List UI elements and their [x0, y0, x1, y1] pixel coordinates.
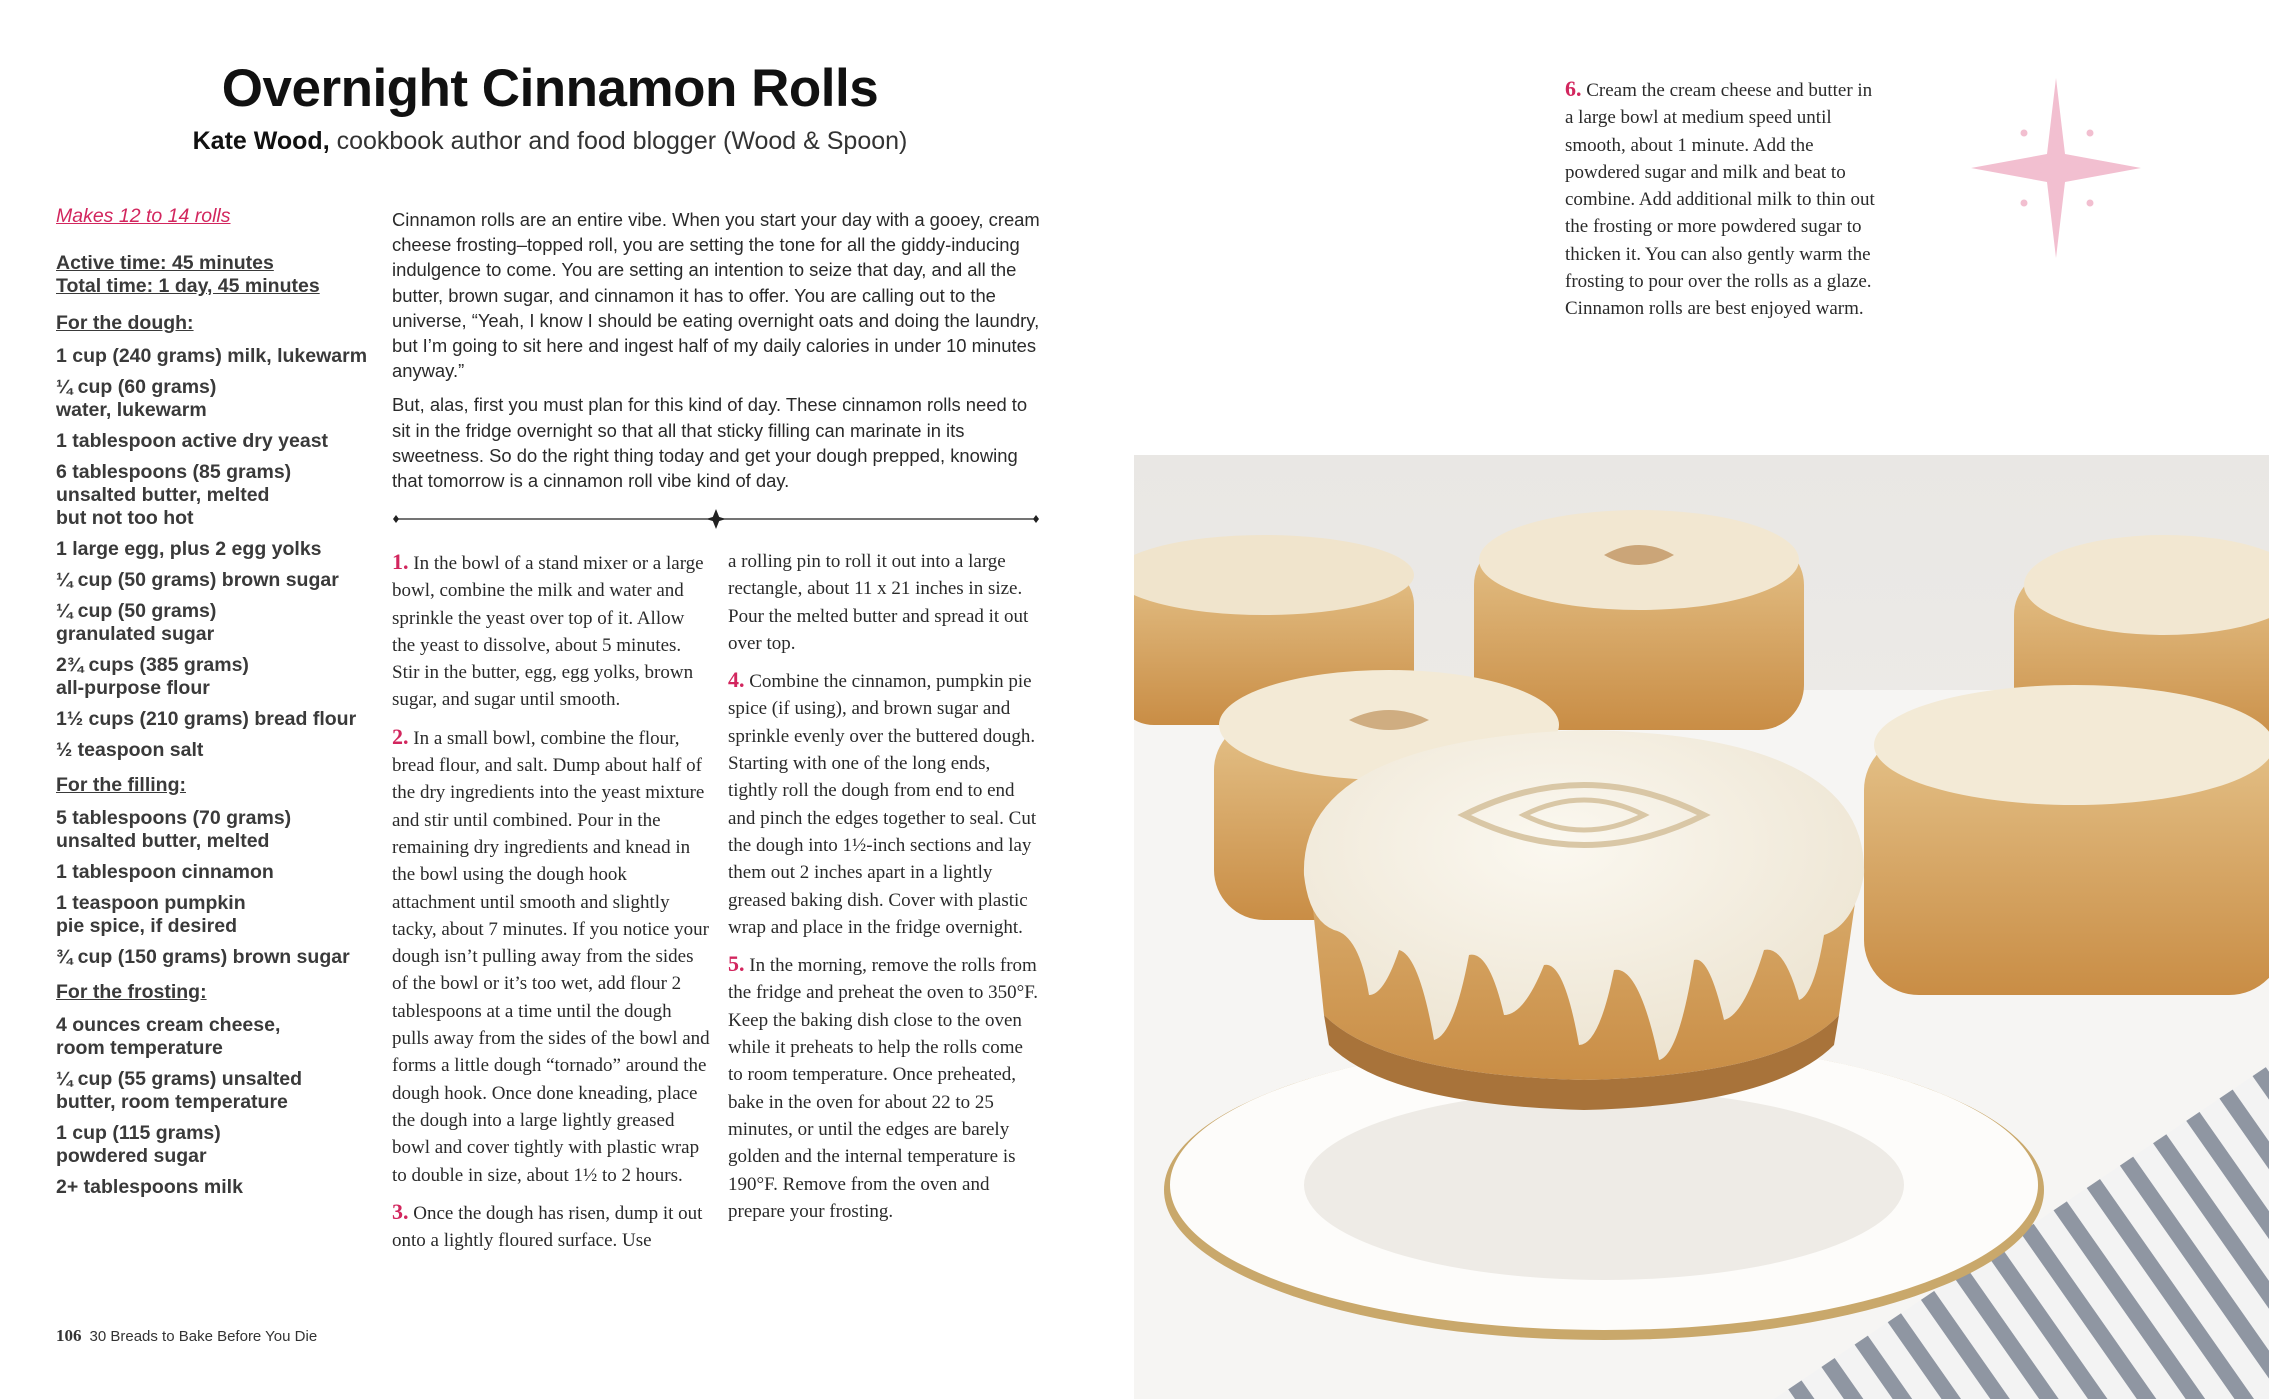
ingredient-item: 1 teaspoon pumpkin pie spice, if desired: [56, 892, 246, 937]
step-text: In the bowl of a stand mixer or a large bowl, combine the milk and water and sprinkle the yeast over top of it. Allow the yeast to dissolve, about 5 minutes. Stir in the butter, egg, egg yolks, brown sugar, and sugar until smooth.: [392, 553, 704, 711]
ingredient-item: 1 cup (240 grams) milk, lukewarm: [56, 345, 368, 367]
book-title: 30 Breads to Bake Before You Die: [89, 1328, 318, 1345]
ingredient-item: 1 large egg, plus 2 egg yolks: [56, 538, 322, 560]
recipe-intro: [392, 207, 1040, 502]
step-continuation: [728, 548, 1040, 657]
ingredient-item: ¼ cup (50 grams) granulated sugar: [56, 600, 217, 645]
frosting-heading: For the frosting:: [56, 981, 207, 1003]
ingredient-item: 2+ tablespoons milk: [56, 1176, 243, 1198]
filling-heading: For the filling:: [56, 774, 186, 796]
ingredient-item: ¾ cup (150 grams) brown sugar: [56, 946, 350, 968]
ingredient-item: ½ teaspoon salt: [56, 739, 204, 761]
step-number: 5.: [728, 951, 745, 977]
sparkle-star-icon: [1966, 78, 2146, 258]
step-text: Cream the cream cheese and butter in a large bowl at medium speed until smooth, about 1 minute. Add the powdered sugar and milk and beat to combine. Add additional milk to thin out the frosting or more powdered sugar to thicken it. You can also gently warm the frosting to pour over the rolls as a glaze. Cinnamon rolls are best enjoyed warm.: [1565, 80, 1875, 320]
ingredient-item: 1 cup (115 grams) powdered sugar: [56, 1122, 221, 1167]
step-number: 1.: [392, 549, 409, 574]
author-name: Kate Wood,: [192, 127, 330, 155]
step-item: [392, 548, 710, 714]
step-number: 2.: [392, 723, 409, 749]
page-number: 106: [56, 1326, 82, 1345]
ingredient-item: 1 tablespoon cinnamon: [56, 861, 274, 883]
ingredient-item: ¼ cup (55 grams) unsalted butter, room temperature: [56, 1068, 302, 1113]
active-time: Active time: 45 minutes: [56, 252, 274, 274]
yield-note: Makes 12 to 14 rolls: [56, 205, 231, 227]
step-text: In the morning, remove the rolls from the fridge and preheat the oven to 350°F. Keep the baking dish close to the oven while it preheats to help the rolls come to room temperature. Once preheated, bake in the oven for about 22 to 25 minutes, or until the edges are barely golden and the internal temperature is 190°F. Remove from the oven and prepare your frosting.: [728, 955, 1038, 1222]
page-footer: [56, 1326, 317, 1346]
step-text: Combine the cinnamon, pumpkin pie spice (if using), and brown sugar and sprinkle evenly over the buttered dough. Starting with one of the long ends, tightly roll the dough from end to end and pinch the edges together to seal. Cut the dough into 1½-inch sections and lay them out 2 inches apart in a lightly greased baking dish. Cover with plastic wrap and place in the fridge overnight.: [728, 671, 1037, 938]
author-byline: [0, 127, 1100, 156]
ingredient-item: 5 tablespoons (70 grams) unsalted butter, melted: [56, 807, 292, 852]
filling-list: [56, 807, 376, 969]
dough-list: [56, 345, 376, 762]
ingredient-item: 1 tablespoon active dry yeast: [56, 430, 329, 452]
step-item: [392, 1198, 710, 1255]
step-number: 4.: [728, 667, 745, 693]
steps-column-left: [392, 548, 710, 1263]
time-info: [56, 252, 376, 298]
intro-paragraph: But, alas, first you must plan for this kind of day. These cinnamon rolls need to sit in the fridge overnight so that all that sticky filling can marinate in its sweetness. So do the right thing today and get your dough prepped, knowing that tomorrow is a cinnamon roll vibe kind of day.: [392, 394, 1028, 492]
step-six: [1565, 75, 1885, 323]
step-item: [728, 666, 1040, 941]
ingredient-item: ¼ cup (60 grams) water, lukewarm: [56, 376, 217, 421]
dough-heading: For the dough:: [56, 312, 194, 334]
ingredient-item: 4 ounces cream cheese, room temperature: [56, 1014, 281, 1059]
step-text: In a small bowl, combine the flour, bread flour, and salt. Dump about half of the dry ingredients into the yeast mixture and stir until combined. Pour in the remaining dry ingredients and knead in the bowl using the dough hook attachment until smooth and slightly tacky, about 7 minutes. If you notice your dough isn’t pulling away from the sides of the bowl or it’s too wet, add flour 2 tablespoons at a time until the dough pulls away from the sides of the bowl and forms a little dough “tornado” around the dough hook. Once done kneading, place the dough into a large lightly greased bowl and cover tightly with plastic wrap to double in size, about 1½ to 2 hours.: [392, 727, 710, 1186]
ingredient-item: 2¾ cups (385 grams) all-purpose flour: [56, 654, 249, 699]
cinnamon-roll-photo: [1134, 455, 2269, 1399]
ingredients-column: [56, 205, 376, 1207]
step-text: Once the dough has risen, dump it out onto a lightly floured surface. Use: [392, 1202, 703, 1252]
frosting-list: [56, 1014, 376, 1199]
ingredient-item: 6 tablespoons (85 grams) unsalted butter, melted but not too hot: [56, 461, 292, 529]
steps-column-right: [728, 548, 1040, 1234]
total-time: Total time: 1 day, 45 minutes: [56, 275, 320, 297]
ingredient-item: ¼ cup (50 grams) brown sugar: [56, 569, 339, 591]
step-number: 6.: [1565, 76, 1582, 101]
step-item: [392, 723, 710, 1189]
author-description: cookbook author and food blogger (Wood & Spoon): [329, 127, 908, 155]
diamond-divider-icon: [392, 509, 1040, 529]
step-item: [728, 950, 1040, 1225]
ingredient-item: 1½ cups (210 grams) bread flour: [56, 708, 357, 730]
recipe-title: Overnight Cinnamon Rolls: [221, 59, 879, 118]
step-text: a rolling pin to roll it out into a large rectangle, about 11 x 21 inches in size. Pour the melted butter and spread it out over top.: [728, 551, 1029, 654]
intro-paragraph: Cinnamon rolls are an entire vibe. When you start your day with a gooey, cream cheese frosting–topped roll, you are setting the tone for all the giddy-inducing indulgence to come. You are setting an intention to seize that day, and all the butter, brown sugar, and cinnamon it has to offer. You are calling out to the universe, “Yeah, I know I should be eating overnight oats and doing the laundry, but I’m going to sit here and ingest half of my daily calories in under 10 minutes anyway.”: [392, 209, 1040, 382]
step-number: 3.: [392, 1198, 409, 1224]
